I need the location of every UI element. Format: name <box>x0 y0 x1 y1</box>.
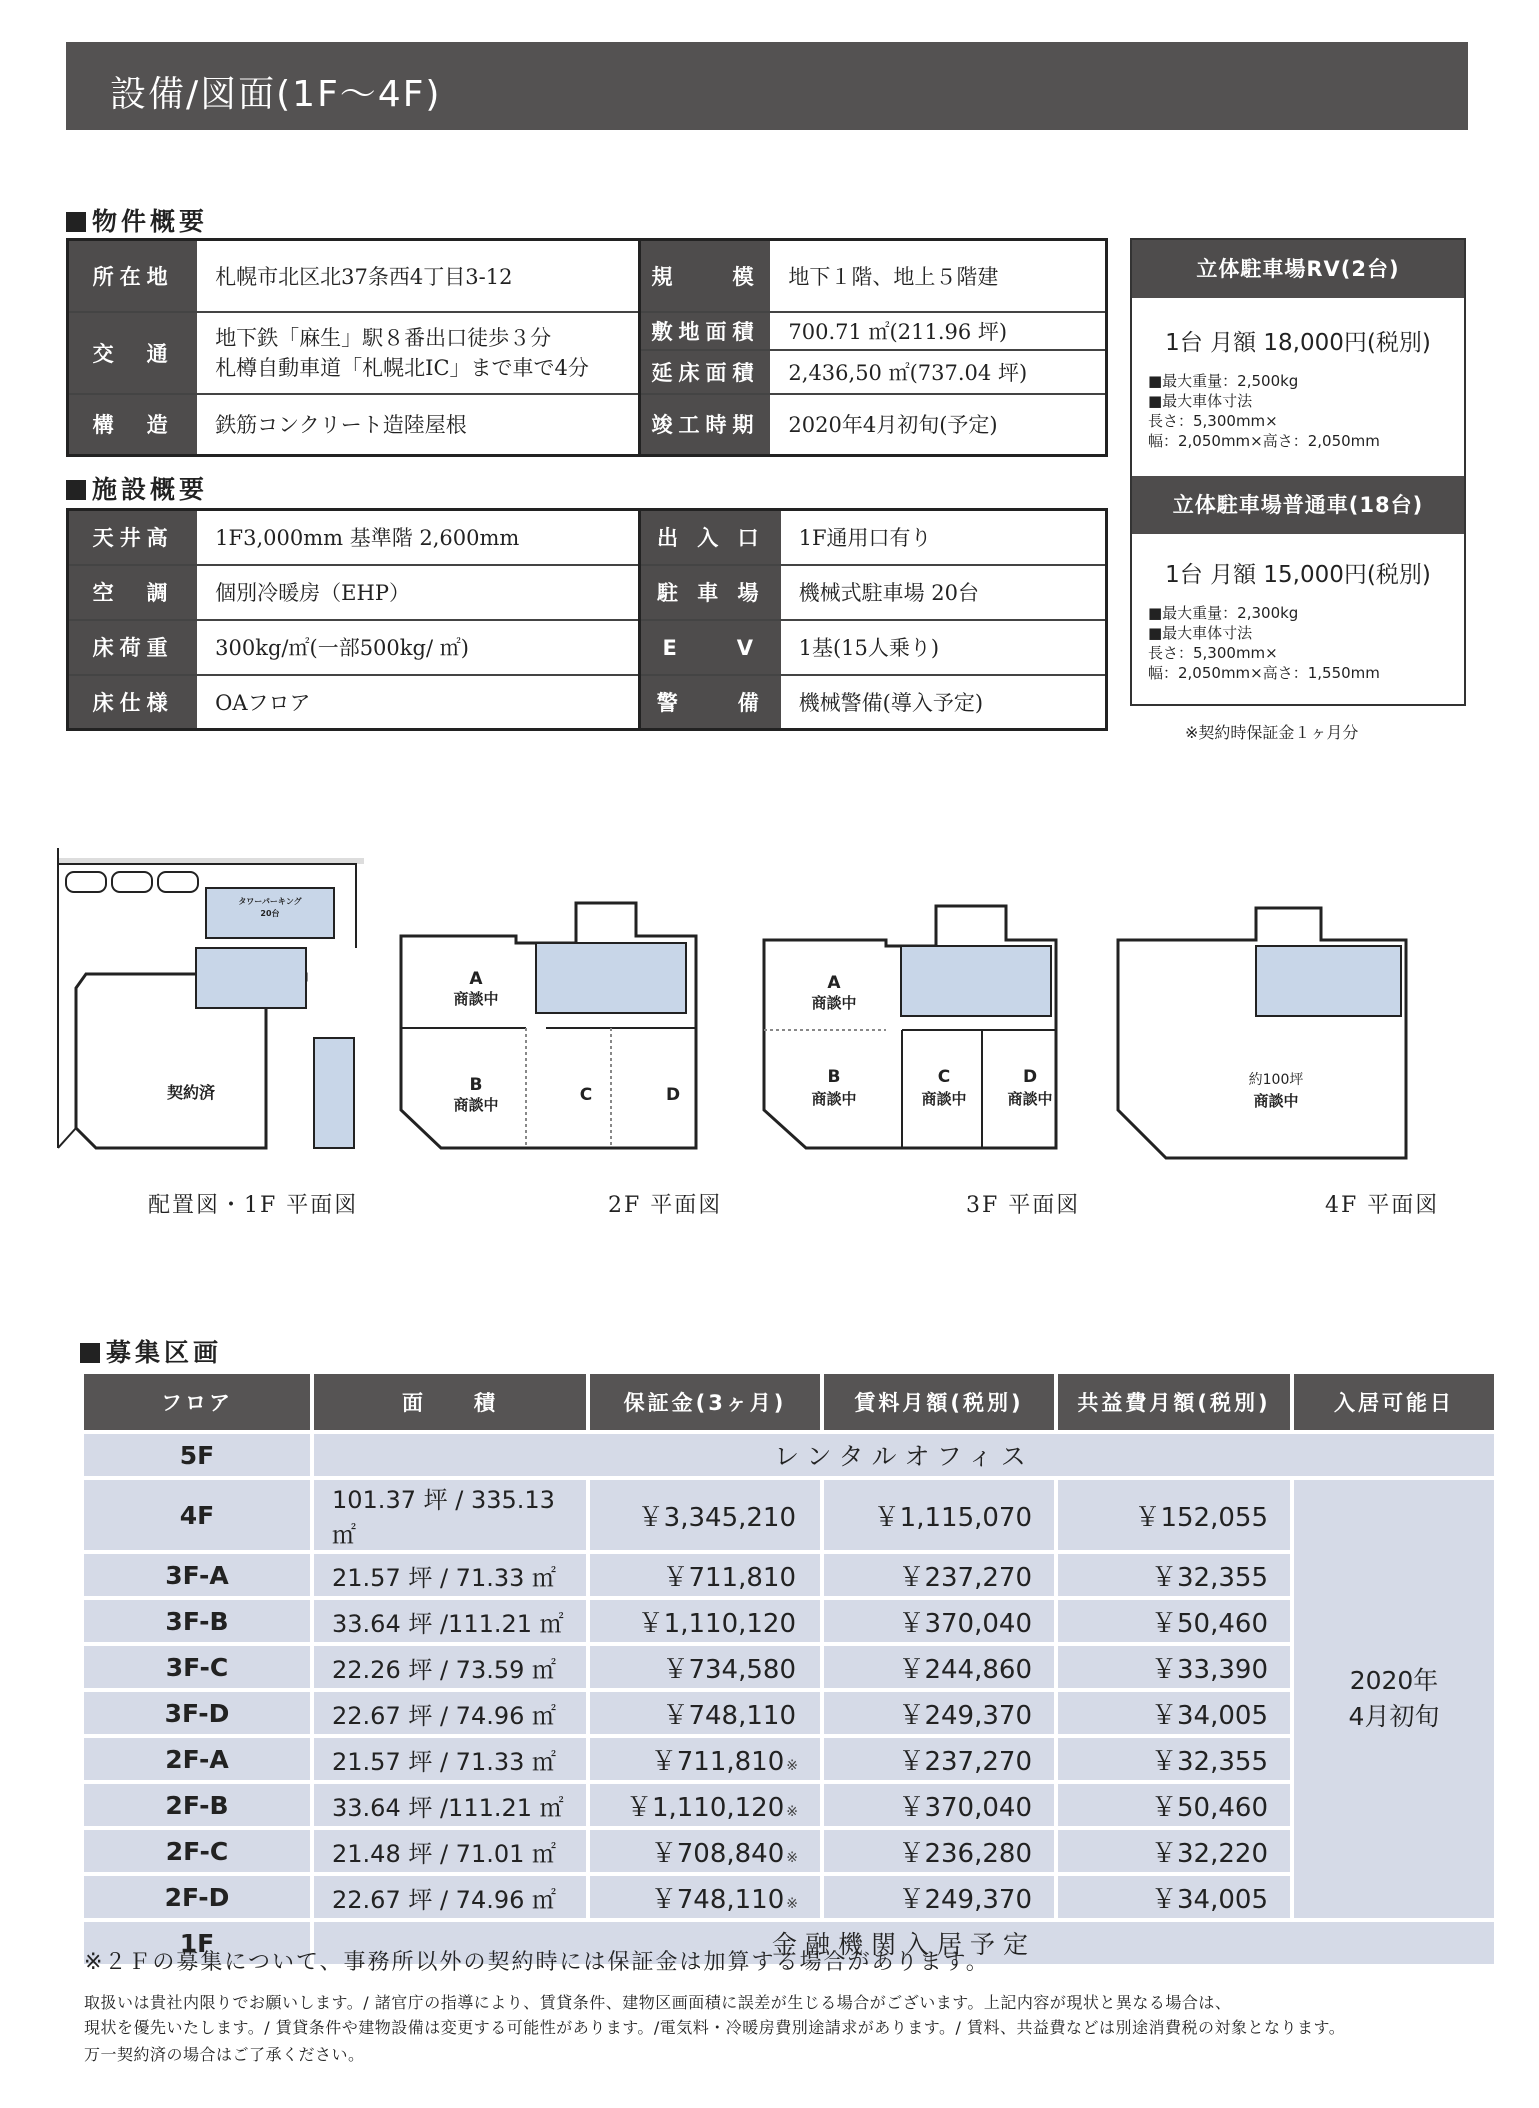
area-d-3f: D <box>1022 1067 1038 1087</box>
table-row <box>84 1830 1494 1872</box>
floor-cell: 1F <box>84 1922 310 1964</box>
page-title: 設備/図面(1F～4F) <box>110 74 442 115</box>
floor-cell: 2F-B <box>84 1784 310 1826</box>
header-banner <box>66 42 1468 130</box>
col-header-deposit: 保証金(3ヶ月) <box>590 1374 820 1430</box>
floor-plan-3f <box>764 906 1056 1148</box>
parking-rv-spec: 長さ：5,300mm× <box>1148 412 1278 430</box>
rent-cell: ￥237,270 <box>824 1554 1054 1596</box>
negotiating-2f-b: 商談中 <box>453 1096 499 1114</box>
label-entrance: 出 入 口 <box>641 510 781 565</box>
value-elevator: 1基(15人乗り) <box>781 620 1107 675</box>
area-a-3f: A <box>827 973 841 993</box>
contracted-label: 契約済 <box>166 1083 216 1102</box>
table-row <box>84 1646 1494 1688</box>
table-row <box>84 1692 1494 1734</box>
table-row <box>84 1876 1494 1918</box>
value-completion: 2020年4月初旬(予定) <box>770 394 1106 456</box>
floor-cell: 2F-C <box>84 1830 310 1872</box>
table-row <box>84 1738 1494 1780</box>
value-aircon: 個別冷暖房（EHP） <box>197 565 638 620</box>
fee-cell: ￥32,355 <box>1058 1554 1290 1596</box>
plan-caption-1f: 配置図・1F 平面図 <box>148 1193 359 1218</box>
value-security: 機械警備(導入予定) <box>781 675 1107 730</box>
table-row <box>84 1480 1494 1550</box>
area-cell: 33.64 坪 /111.21 ㎡ <box>314 1784 586 1826</box>
value-floor-spec: OAフロア <box>197 675 638 730</box>
fee-cell: ￥32,220 <box>1058 1830 1290 1872</box>
deposit-cell: ￥711,810 ※ <box>590 1738 820 1780</box>
area-cell: 22.67 坪 / 74.96 ㎡ <box>314 1876 586 1918</box>
disclaimer-line-1: 取扱いは貴社内限りでお願いします。/ 諸官庁の指導により、賃貸条件、建物区画面積に誤差が生じる場合がございます。上記内容が現状と異なる場合は、 <box>84 1993 1232 2012</box>
area-cell: 21.57 坪 / 71.33 ㎡ <box>314 1554 586 1596</box>
square-bullet-icon <box>80 1343 100 1363</box>
negotiating-3f-a: 商談中 <box>811 994 857 1012</box>
property-outline-table <box>66 238 1108 457</box>
deposit-note: ※２Ｆの募集について、事務所以外の契約時には保証金は加算する場合があります。 <box>84 1950 990 1975</box>
value-parking: 機械式駐車場 20台 <box>781 565 1107 620</box>
rent-cell: ￥249,370 <box>824 1692 1054 1734</box>
label-ceiling: 天井高 <box>68 510 198 565</box>
plan-caption-3f: 3F 平面図 <box>966 1193 1081 1218</box>
rent-cell: ￥237,270 <box>824 1738 1054 1780</box>
recruit-section-title: 募集区画 <box>80 1333 222 1369</box>
table-row <box>84 1784 1494 1826</box>
parking-normal-spec: ■最大重量：2,300kg <box>1148 604 1299 622</box>
tower-parking-label: タワーパーキング <box>238 897 302 906</box>
floor-cell: 3F-D <box>84 1692 310 1734</box>
floor-cell: 2F-A <box>84 1738 310 1780</box>
value-access: 地下鉄「麻生」駅８番出口徒歩３分 札樽自動車道「札幌北IC」まで車で4分 <box>197 312 637 394</box>
value-site-area: 700.71 ㎡(211.96 坪) <box>770 312 1106 350</box>
about-100-tsubo: 約100坪 <box>1248 1072 1304 1088</box>
col-header-area: 面 積 <box>314 1374 586 1430</box>
parking-rv-spec: ■最大重量：2,500kg <box>1148 372 1299 390</box>
deposit-cell: ￥1,110,120 <box>590 1600 820 1642</box>
floor-cell: 3F-C <box>84 1646 310 1688</box>
label-completion: 竣工時期 <box>641 394 771 456</box>
parking-normal-body <box>1132 534 1464 704</box>
parking-rv-title: 立体駐車場RV(2台) <box>1132 240 1464 298</box>
area-c-2f: C <box>579 1085 593 1105</box>
parking-normal-spec: 幅：2,050mm×高さ：1,550mm <box>1148 664 1380 682</box>
table-row <box>84 1600 1494 1642</box>
negotiating-3f-d: 商談中 <box>1007 1090 1053 1108</box>
deposit-cell: ￥748,110 <box>590 1692 820 1734</box>
negotiating-2f-a: 商談中 <box>453 990 499 1008</box>
floor-plans-drawing <box>56 848 1456 1228</box>
area-cell: 22.26 坪 / 73.59 ㎡ <box>314 1646 586 1688</box>
plan-caption-2f: 2F 平面図 <box>608 1193 723 1218</box>
label-access: 交 通 <box>68 312 198 394</box>
value-floor-area: 2,436,50 ㎡(737.04 坪) <box>770 350 1106 394</box>
label-aircon: 空 調 <box>68 565 198 620</box>
area-cell: 21.57 坪 / 71.33 ㎡ <box>314 1738 586 1780</box>
label-scale: 規 模 <box>641 240 771 312</box>
parking-normal-spec: 長さ：5,300mm× <box>1148 644 1278 662</box>
value-location: 札幌市北区北37条西4丁目3-12 <box>197 240 637 312</box>
square-bullet-icon <box>66 480 86 500</box>
financial-tenant-cell: 金融機関入居予定 <box>314 1922 1494 1964</box>
fee-cell: ￥34,005 <box>1058 1876 1290 1918</box>
area-cell: 21.48 坪 / 71.01 ㎡ <box>314 1830 586 1872</box>
area-d-2f: D <box>665 1085 681 1105</box>
facility-outline-table <box>66 508 1108 731</box>
label-floor-load: 床荷重 <box>68 620 198 675</box>
fee-cell: ￥152,055 <box>1058 1480 1290 1550</box>
fee-cell: ￥32,355 <box>1058 1738 1290 1780</box>
col-header-rent: 賃料月額(税別) <box>824 1374 1054 1430</box>
deposit-cell: ￥1,110,120 ※ <box>590 1784 820 1826</box>
rent-cell: ￥244,860 <box>824 1646 1054 1688</box>
parking-normal-price: 1台 月額 15,000円(税別) <box>1165 562 1431 588</box>
label-site-area: 敷地面積 <box>641 312 771 350</box>
floor-plan-1f <box>58 848 364 1148</box>
parking-rv-body <box>1132 298 1464 476</box>
label-floor-spec: 床仕様 <box>68 675 198 730</box>
col-header-available: 入居可能日 <box>1294 1374 1494 1430</box>
deposit-cell: ￥711,810 <box>590 1554 820 1596</box>
tower-parking-count: 20台 <box>260 909 280 918</box>
rent-cell: ￥236,280 <box>824 1830 1054 1872</box>
rent-cell: ￥249,370 <box>824 1876 1054 1918</box>
rental-office-cell: レンタルオフィス <box>314 1434 1494 1476</box>
parking-normal-spec: ■最大車体寸法 <box>1148 624 1253 642</box>
floor-cell: 3F-A <box>84 1554 310 1596</box>
parking-normal-title: 立体駐車場普通車(18台) <box>1132 476 1464 534</box>
square-bullet-icon <box>66 212 86 232</box>
area-cell: 101.37 坪 / 335.13 ㎡ <box>314 1480 586 1550</box>
recruitment-table <box>80 1370 1498 1968</box>
label-parking: 駐 車 場 <box>641 565 781 620</box>
parking-rv-spec: ■最大車体寸法 <box>1148 392 1253 410</box>
outline-section-title: 物件概要 <box>66 202 208 238</box>
area-b-3f: B <box>827 1067 841 1087</box>
floor-cell: 5F <box>84 1434 310 1476</box>
value-floor-load: 300kg/㎡(一部500kg/ ㎡) <box>197 620 638 675</box>
deposit-cell: ￥748,110 ※ <box>590 1876 820 1918</box>
parking-deposit-note: ※契約時保証金１ヶ月分 <box>1185 723 1359 742</box>
deposit-cell: ￥3,345,210 <box>590 1480 820 1550</box>
negotiating-4f: 商談中 <box>1253 1092 1299 1110</box>
value-scale: 地下１階、地上５階建 <box>770 240 1106 312</box>
disclaimer-line-2: 現状を優先いたします。/ 賃貸条件や建物設備は変更する可能性があります。/電気料・冷暖房費別途請求があります。/ 賃料、共益費などは別途消費税の対象となります。 <box>84 2018 1346 2037</box>
floor-cell: 2F-D <box>84 1876 310 1918</box>
rent-cell: ￥1,115,070 <box>824 1480 1054 1550</box>
col-header-fee: 共益費月額(税別) <box>1058 1374 1290 1430</box>
rent-cell: ￥370,040 <box>824 1784 1054 1826</box>
area-a-2f: A <box>469 969 483 989</box>
table-row <box>84 1554 1494 1596</box>
label-structure: 構 造 <box>68 394 198 456</box>
label-security: 警 備 <box>641 675 781 730</box>
disclaimer-line-3: 万一契約済の場合はご了承ください。 <box>84 2045 365 2064</box>
floor-plan-4f <box>1118 908 1406 1158</box>
area-cell: 22.67 坪 / 74.96 ㎡ <box>314 1692 586 1734</box>
parking-info-box <box>1130 238 1466 706</box>
area-c-3f: C <box>937 1067 951 1087</box>
floor-cell: 4F <box>84 1480 310 1550</box>
label-elevator: E V <box>641 620 781 675</box>
rent-cell: ￥370,040 <box>824 1600 1054 1642</box>
label-location: 所在地 <box>68 240 198 312</box>
facility-section-title: 施設概要 <box>66 470 208 506</box>
fee-cell: ￥50,460 <box>1058 1600 1290 1642</box>
label-floor-area: 延床面積 <box>641 350 771 394</box>
fee-cell: ￥50,460 <box>1058 1784 1290 1826</box>
negotiating-3f-b: 商談中 <box>811 1090 857 1108</box>
area-cell: 33.64 坪 /111.21 ㎡ <box>314 1600 586 1642</box>
parking-rv-price: 1台 月額 18,000円(税別) <box>1165 330 1431 356</box>
area-b-2f: B <box>469 1075 483 1095</box>
floor-plan-2f <box>401 903 696 1148</box>
fee-cell: ￥34,005 <box>1058 1692 1290 1734</box>
deposit-cell: ￥734,580 <box>590 1646 820 1688</box>
fee-cell: ￥33,390 <box>1058 1646 1290 1688</box>
plan-caption-4f: 4F 平面図 <box>1325 1193 1440 1218</box>
parking-rv-spec: 幅：2,050mm×高さ：2,050mm <box>1148 432 1380 450</box>
available-date-cell: 2020年 4月初旬 <box>1294 1480 1494 1918</box>
value-ceiling: 1F3,000mm 基準階 2,600mm <box>197 510 638 565</box>
floor-cell: 3F-B <box>84 1600 310 1642</box>
deposit-cell: ￥708,840 ※ <box>590 1830 820 1872</box>
negotiating-3f-c: 商談中 <box>921 1090 967 1108</box>
value-entrance: 1F通用口有り <box>781 510 1107 565</box>
col-header-floor: フロア <box>84 1374 310 1430</box>
value-structure: 鉄筋コンクリート造陸屋根 <box>197 394 637 456</box>
